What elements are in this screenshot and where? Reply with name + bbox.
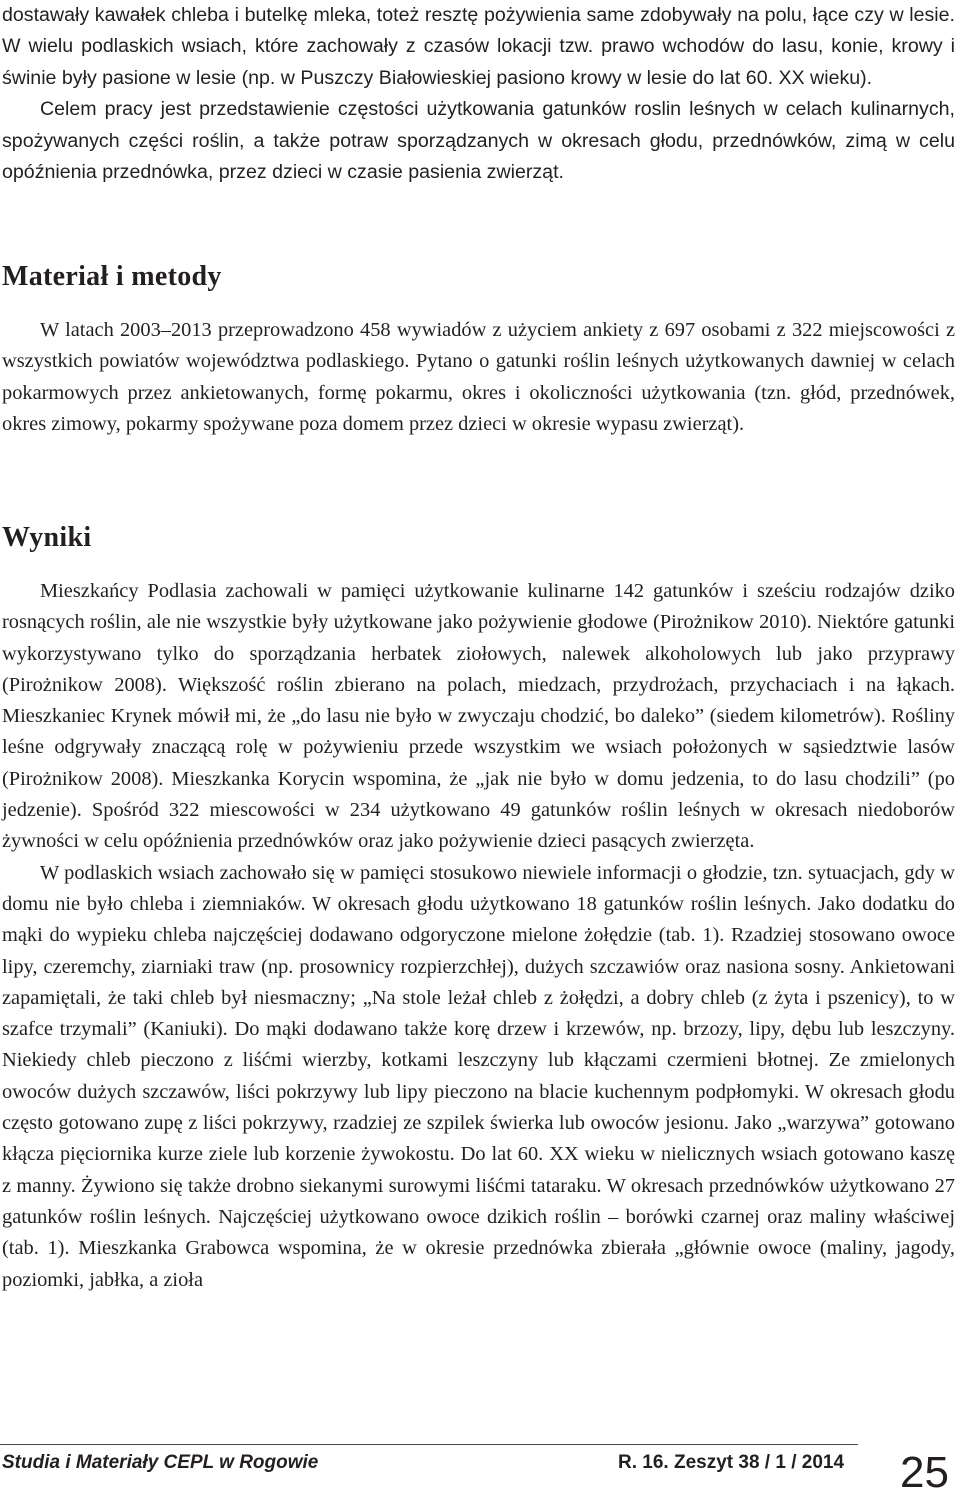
results-body [2, 576, 955, 1296]
footer-divider [0, 1444, 858, 1445]
methods-body [2, 315, 955, 440]
journal-title: Studia i Materiały CEPL w Rogowie [2, 1452, 319, 1473]
results-section [2, 521, 955, 555]
results-paragraph: W podlaskich wsiach zachowało się w pamięci stosukowo niewiele informacji o głodzie, tzn. sytuacjach, gdy w domu nie było chleba i ziemniaków. W okresach głodu użytkowano 18 gatunków roślin leśnych. Jako dodatku do mąki do wypieku chleba najczęściej dodawano odgoryczone mielone żołędzie (tab. 1). Rzadziej stosowano owoce lipy, czeremchy, ziarniaki traw (np. prosownicy rozpierzchłej), dużych szczawiów oraz nasiona sosny. Ankietowani zapamiętali, że taki chleb był niesmaczny; „Na stole leżał chleb z żołędzi, a dobry chleb (z żyta i pszenicy), to w szafce trzymali” (Kaniuki). Do mąki dodawano także korę drzew i krzewów, np. brzozy, lipy, dębu lub leszczyny. Niekiedy chleb pieczono z liśćmi wierzby, kotkami leszczyny lub kłączami czermieni błotnej. Ze zmielonych owoców dużych szczawów, liści pokrzywy lub lipy pieczono na blacie kuchennym podpłomyki. W okresach głodu często gotowano zupę z liści pokrzywy, rzadziej ze szpilek świerka lub owoców jesionu. Jako „warzywa” gotowano kłącza pięciornika kurze ziele lub korzenie żywokostu. Do lat 60. XX wieku w nielicznych wsiach gotowano kaszę z manny. Żywiono się także drobno siekanymi surowymi liśćmi tataraku. W okresach przednówków użytkowano 27 gatunków roślin leśnych. Najczęściej użytkowano owoce dzikich roślin – borówki czarnej oraz maliny właściwej (tab. 1). Mieszkanka Grabowca wspomina, że w okresie przednówka zbierała „głównie owoce (maliny, jagody, poziomki, jabłka, a zioła [2, 861, 955, 1291]
issue-info: R. 16. Zeszyt 38 / 1 / 2014 [618, 1452, 845, 1473]
intro-section [2, 0, 955, 188]
section-heading-methods: Materiał i metody [2, 261, 222, 292]
methods-section [2, 260, 955, 294]
methods-paragraph: W latach 2003–2013 przeprowadzono 458 wywiadów z użyciem ankiety z 697 osobami z 322 miejscowości z wszystkich powiatów województwa podlaskiego. Pytano o gatunki roślin leśnych użytkowanych dawniej w celach pokarmowych przez ankietowanych, formę pokarmu, okres i okoliczności użytkowania (tzn. głód, przednówek, okres zimowy, pokarmy spożywane poza domem przez dzieci w okresie wypasu zwierząt). [2, 319, 955, 435]
intro-paragraph: dostawały kawałek chleba i butelkę mleka, toteż resztę pożywienia same zdobywały na polu, łące czy w lesie. W wielu podlaskich wsiach, które zachowały z czasów lokacji tzw. prawo wchodów do lasu, konie, krowy i świnie były pasione w lesie (np. w Puszczy Białowieskiej pasiono krowy w lesie do lat 60. XX wieku). [2, 4, 955, 89]
aim-paragraph: Celem pracy jest przedstawienie częstości użytkowania gatunków roslin leśnych w celach kulinarnych, spożywanych części roślin, a także potraw sporządzanych w okresach głodu, przednówków, zimą w celu opóźnienia przednówka, przez dzieci w czasie pasienia zwierząt. [2, 98, 955, 184]
section-heading-results: Wyniki [2, 522, 92, 553]
results-paragraph: Mieszkańcy Podlasia zachowali w pamięci użytkowanie kulinarne 142 gatunków i sześciu rodzajów dziko rosnących roślin, ale nie wszystkie były użytkowane jako pożywienie głodowe (Pirożnikow 2010). Niektóre gatunki wykorzystywano tylko do sporządzania herbatek ziołowych, nalewek alkoholowych lub jako przyprawy (Pirożnikow 2008). Większość roślin zbierano na polach, miedzach, przydrożach, przychaciach i na łąkach. Mieszkaniec Krynek mówił mi, że „do lasu nie było w zwyczaju chodzić, bo daleko” (siedem kilometrów). Rośliny leśne odgrywały znaczącą rolę w pożywieniu przede wszystkim we wsiach położonych w sąsiedztwie lasów (Pirożnikow 2008). Mieszkanka Korycin wspomina, że „jak nie było w domu jedzenia, to do lasu chodzili” (po jedzenie). Spośród 322 miescowości w 234 użytkowano 49 gatunków roślin leśnych w okresach niedoborów żywności w celu opóźnienia przednówków oraz jako pożywienie dzieci pasących zwierzęta. [2, 580, 955, 853]
page-number: 25 [900, 1448, 949, 1497]
